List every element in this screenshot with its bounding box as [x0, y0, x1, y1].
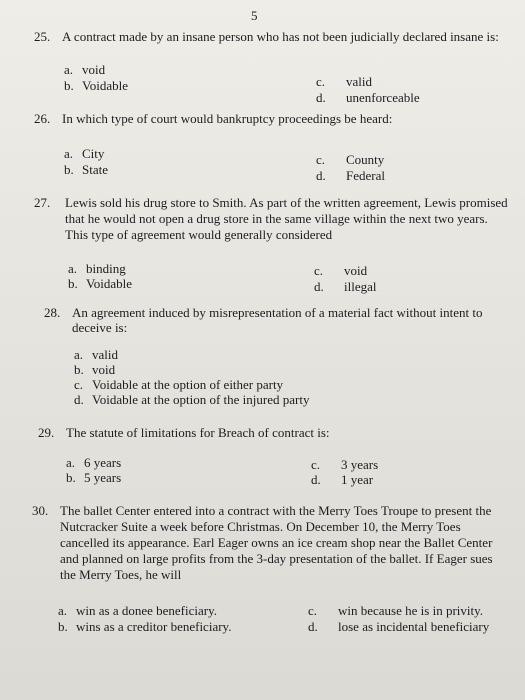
option-c: c. void [314, 263, 368, 278]
question-30-stem-line-3: cancelled its appearance. Earl Eager owns an ice cream shop near the Ballet Center [60, 535, 493, 550]
page-number: 5 [251, 8, 258, 23]
option-d: d. unenforceable [316, 90, 420, 105]
option-d: d. Voidable at the option of the injured party [74, 392, 310, 407]
question-30-stem-line-4: and planned on large profits from the 3-day presentation of the ballet. If Eager sues [60, 551, 493, 566]
question-25 [34, 28, 524, 45]
option-a: a. void [64, 62, 106, 77]
option-d: d. Federal [316, 168, 385, 183]
option-a: a. win as a donee beneficiary. [58, 603, 218, 618]
option-d: d. illegal [314, 279, 377, 294]
option-b: b. void [74, 362, 116, 377]
option-b: b. State [64, 162, 108, 177]
question-number-27: 27. [34, 195, 51, 210]
question-stem: A contract made by an insane person who has not been judicially declared insane is: [62, 29, 499, 44]
question-number: 26. [34, 111, 51, 126]
question-30-stem-line-1: The ballet Center entered into a contract with the Merry Toes Troupe to present the [60, 503, 492, 518]
option-a: a. valid [74, 347, 118, 362]
question-number-28: 28. [44, 305, 61, 320]
question-29 [38, 424, 330, 441]
option-a: a. 6 years [66, 455, 122, 470]
option-a: a. City [64, 146, 105, 161]
question-27-stem-line-1: Lewis sold his drug store to Smith. As part of the written agreement, Lewis promised [65, 195, 508, 210]
option-b: b. wins as a creditor beneficiary. [58, 619, 232, 634]
question-27-stem-line-3: This type of agreement would generally considered [65, 227, 333, 242]
question-stem: In which type of court would bankruptcy proceedings be heard: [62, 111, 393, 126]
question-30-stem-line-2: Nutcracker Suite a week before Christmas. On December 10, the Merry Toes [60, 519, 461, 534]
question-number-30: 30. [32, 503, 49, 518]
question-number: 25. [34, 29, 51, 44]
question-number: 29. [38, 425, 55, 440]
option-b: b. Voidable [64, 78, 128, 93]
question-28-stem-line-1: An agreement induced by misrepresentation of a material fact without intent to [72, 305, 483, 320]
option-c: c. County [316, 152, 385, 167]
option-c: c. 3 years [311, 457, 379, 472]
option-d: d. lose as incidental beneficiary [308, 619, 490, 634]
question-stem: The statute of limitations for Breach of contract is: [66, 425, 330, 440]
option-c: c. valid [316, 74, 372, 89]
option-b: b. Voidable [68, 276, 132, 291]
option-d: d. 1 year [311, 472, 374, 487]
question-27-stem-line-2: that he would not open a drug store in the same village within the next two years. [65, 211, 488, 226]
option-c: c. win because he is in privity. [308, 603, 484, 618]
option-b: b. 5 years [66, 470, 122, 485]
question-28-stem-line-2: deceive is: [72, 320, 128, 335]
option-c: c. Voidable at the option of either party [74, 377, 284, 392]
option-a: a. binding [68, 261, 126, 276]
question-26 [34, 110, 392, 127]
question-30-stem-line-5: the Merry Toes, he will [60, 567, 182, 582]
